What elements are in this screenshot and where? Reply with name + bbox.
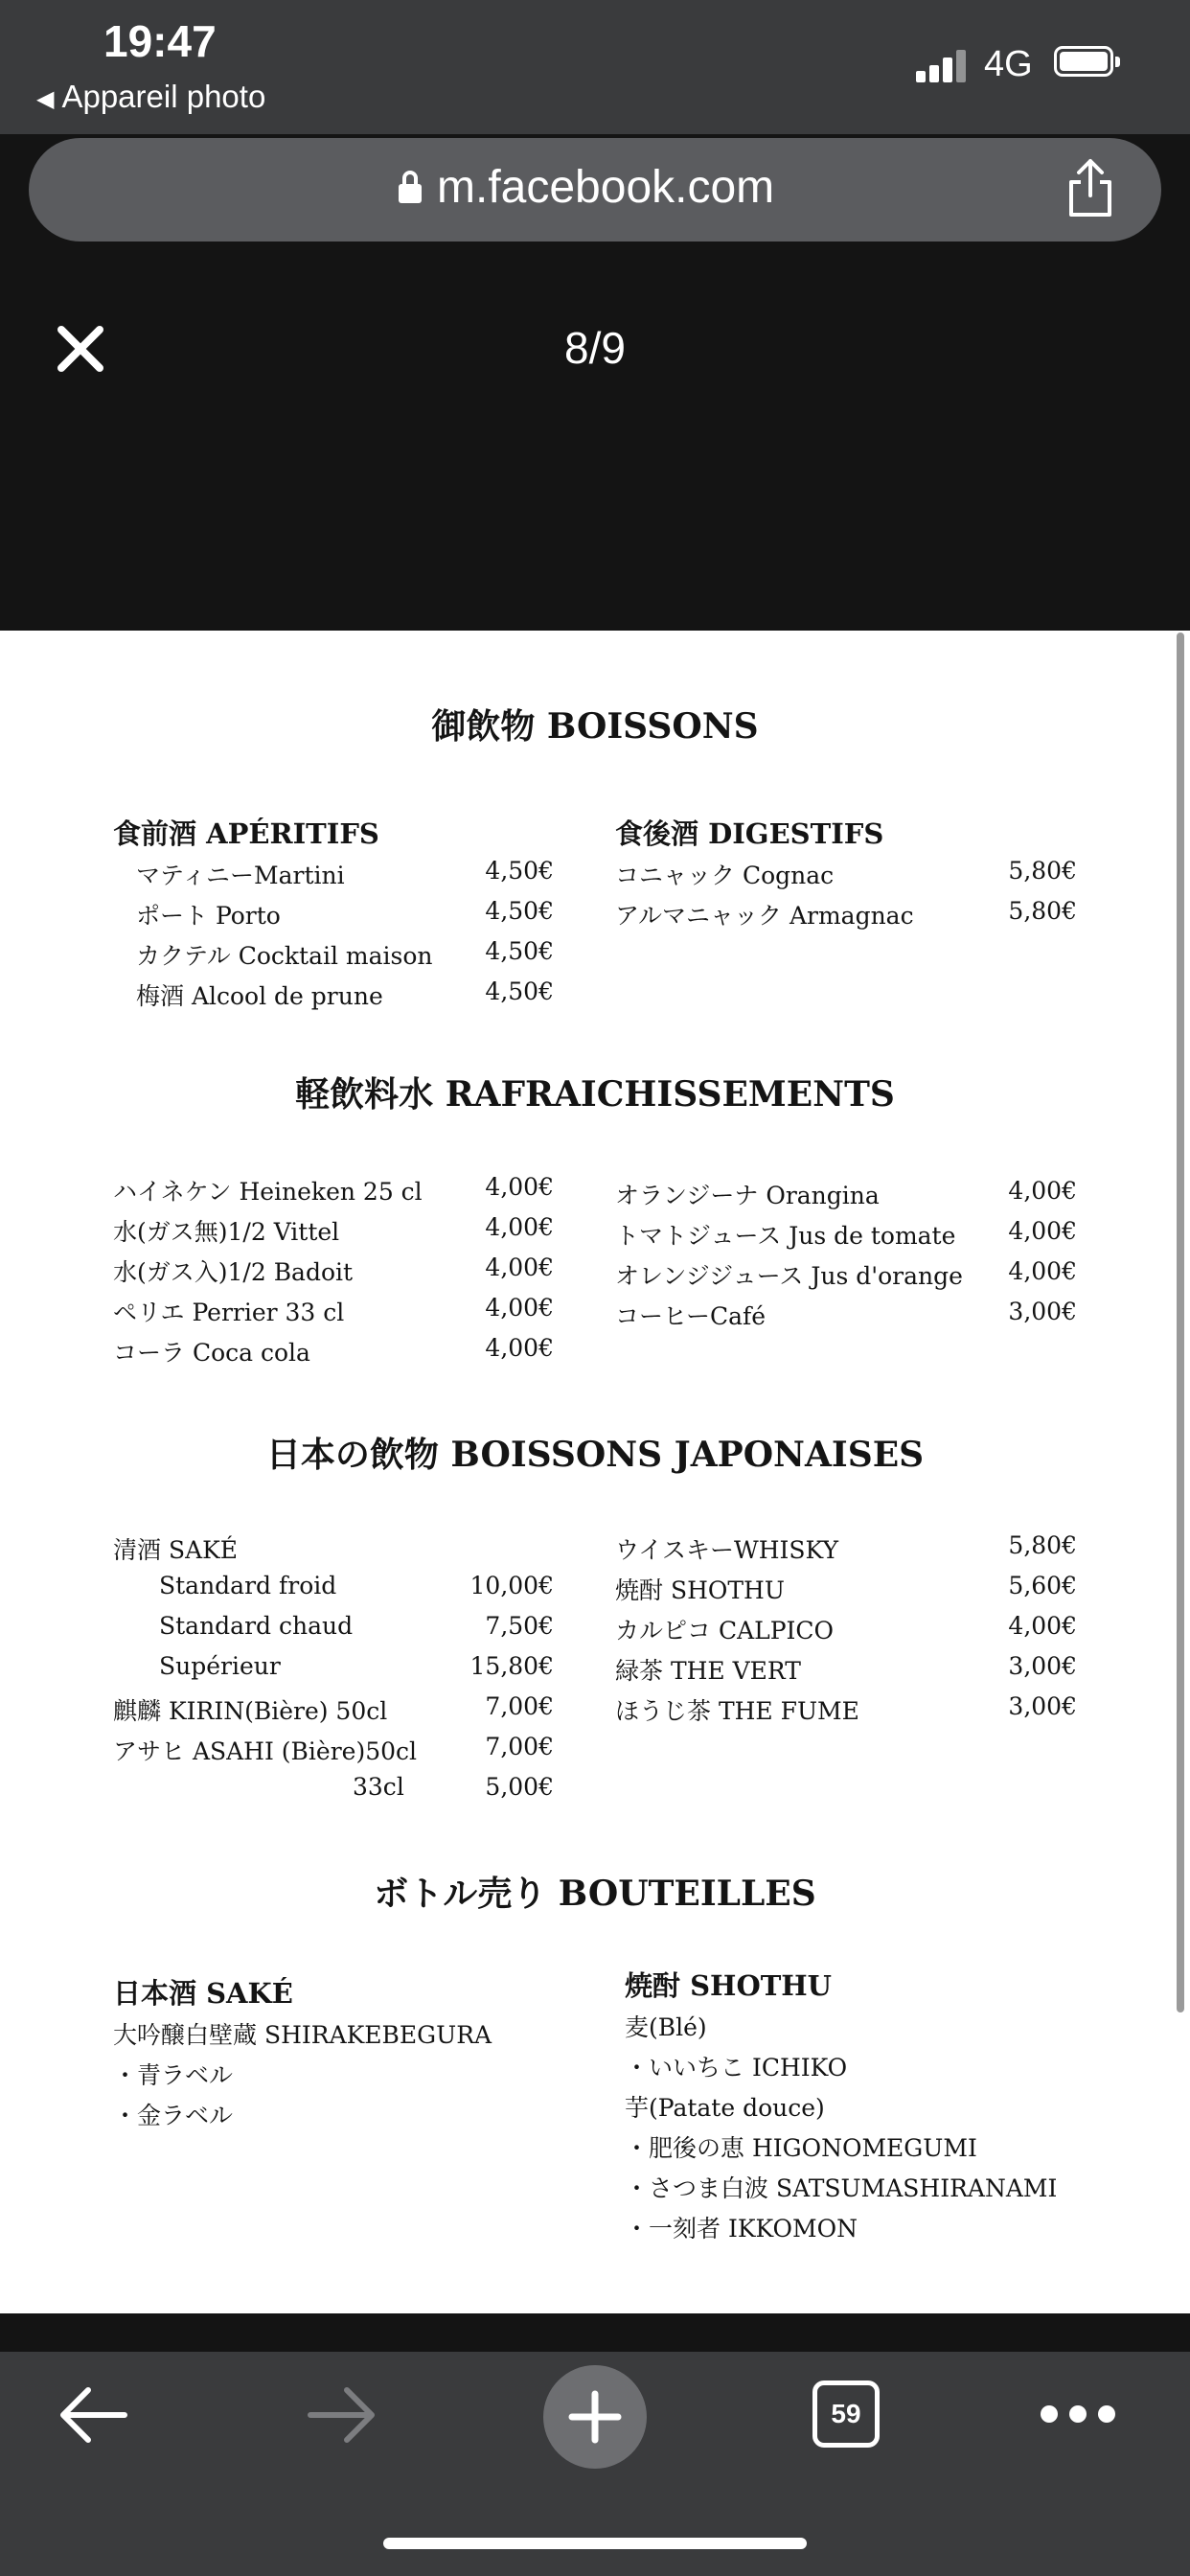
list-item: 大吟醸白壁蔵 SHIRAKEBEGURA [113, 2021, 492, 2049]
list-item: マティニーMartini 4,50€ [136, 857, 554, 889]
section-title-japonaises: 日本の飲物 BOISSONS JAPONAISES [265, 1435, 925, 1475]
tabs-button[interactable]: 59 [812, 2380, 880, 2448]
list-item: ハイネケン Heineken 25 cl 4,00€ [113, 1173, 554, 1206]
list-item: オランジーナ Orangina 4,00€ [615, 1177, 1077, 1209]
back-app-label: Appareil photo [61, 79, 266, 114]
more-options-icon[interactable] [1041, 2405, 1127, 2427]
list-item: コーヒーCafé 3,00€ [615, 1298, 1077, 1330]
share-icon[interactable] [1062, 157, 1119, 218]
new-tab-button[interactable] [543, 2365, 647, 2469]
list-item: ポート Porto 4,50€ [136, 897, 554, 930]
list-item: コニャック Cognac 5,80€ [615, 857, 1077, 889]
url-text: m.facebook.com [437, 162, 775, 213]
status-time: 19:47 [103, 16, 217, 66]
list-item: 焼酎 SHOTHU 5,60€ [615, 1572, 1077, 1604]
list-item: Standard chaud 7,50€ [159, 1612, 554, 1640]
list-item: ほうじ茶 THE FUME 3,00€ [615, 1692, 1077, 1725]
sake-heading: 清酒 SAKÉ [113, 1536, 239, 1564]
japonaises-left-list [113, 1531, 554, 1813]
list-item: ・青ラベル [113, 2061, 234, 2089]
forward-arrow-icon[interactable] [305, 2382, 379, 2448]
back-triangle-icon: ◀ [36, 85, 55, 112]
list-item: Supérieur 15,80€ [159, 1652, 554, 1680]
list-item: ペリエ Perrier 33 cl 4,00€ [113, 1294, 554, 1326]
list-item: トマトジュース Jus de tomate 4,00€ [615, 1217, 1077, 1250]
list-item: ・一刻者 IKKOMON [625, 2215, 858, 2242]
list-item: 麦(Blé) [625, 2013, 707, 2041]
list-item: コーラ Coca cola 4,00€ [113, 1334, 554, 1367]
list-item: 麒麟 KIRIN(Bière) 50cl 7,00€ [113, 1692, 554, 1725]
list-item: カルピコ CALPICO 4,00€ [615, 1612, 1077, 1644]
digestifs-heading: 食後酒 DIGESTIFS [615, 817, 884, 850]
list-item: ・いいちこ ICHIKO [625, 2054, 848, 2082]
menu-photo[interactable] [0, 631, 1190, 2313]
list-item: 梅酒 Alcool de prune 4,50€ [136, 978, 554, 1010]
list-item: 水(ガス無)1/2 Vittel 4,00€ [113, 1213, 554, 1246]
bouteilles-left-list [113, 1972, 573, 2137]
back-to-app-link[interactable] [36, 79, 265, 115]
list-item: ウイスキーWHISKY 5,80€ [615, 1531, 1077, 1564]
bouteilles-sake-heading: 日本酒 SAKÉ [113, 1977, 293, 2010]
cellular-signal-icon [916, 48, 970, 82]
address-bar[interactable] [29, 138, 1161, 242]
list-item: ・さつま白波 SATSUMASHIRANAMI [625, 2174, 1058, 2202]
list-item: カクテル Cocktail maison 4,50€ [136, 937, 554, 970]
network-type: 4G [984, 44, 1033, 84]
list-item: 33cl 5,00€ [353, 1773, 554, 1801]
home-indicator [383, 2538, 807, 2549]
section-title-bouteilles: ボトル売り BOUTEILLES [374, 1874, 816, 1914]
photo-counter: 8/9 [564, 323, 626, 373]
rafraichissements-right-list [615, 1177, 1077, 1338]
section-title-rafraichissements: 軽飲料水 RAFRAICHISSEMENTS [295, 1074, 895, 1115]
back-arrow-icon[interactable] [56, 2382, 130, 2448]
list-item: ・肥後の恵 HIGONOMEGUMI [625, 2134, 977, 2162]
scrollbar[interactable] [1177, 632, 1184, 2012]
list-item: アルマニャック Armagnac 5,80€ [615, 897, 1077, 930]
list-item: 芋(Patate douce) [625, 2094, 825, 2122]
plus-icon [566, 2388, 624, 2446]
bouteilles-shothu-heading: 焼酎 SHOTHU [625, 1969, 832, 2002]
list-item: Standard froid 10,00€ [159, 1572, 554, 1599]
lock-icon [399, 171, 422, 203]
list-item: 緑茶 THE VERT 3,00€ [615, 1652, 1077, 1685]
bouteilles-right-list [625, 1965, 1104, 2250]
japonaises-right-list [615, 1531, 1077, 1733]
status-bar [0, 0, 1190, 134]
rafraichissements-left-list [113, 1173, 554, 1374]
list-item: アサヒ ASAHI (Bière)50cl 7,00€ [113, 1733, 554, 1765]
aperitifs-list [113, 813, 554, 1018]
list-item: 水(ガス入)1/2 Badoit 4,00€ [113, 1254, 554, 1286]
digestifs-list [615, 813, 1077, 937]
section-title-boissons: 御飲物 BOISSONS [431, 706, 759, 747]
aperitifs-heading: 食前酒 APÉRITIFS [113, 817, 379, 850]
list-item: ・金ラベル [113, 2102, 234, 2129]
battery-icon [1054, 46, 1113, 77]
list-item: オレンジジュース Jus d'orange 4,00€ [615, 1257, 1077, 1290]
